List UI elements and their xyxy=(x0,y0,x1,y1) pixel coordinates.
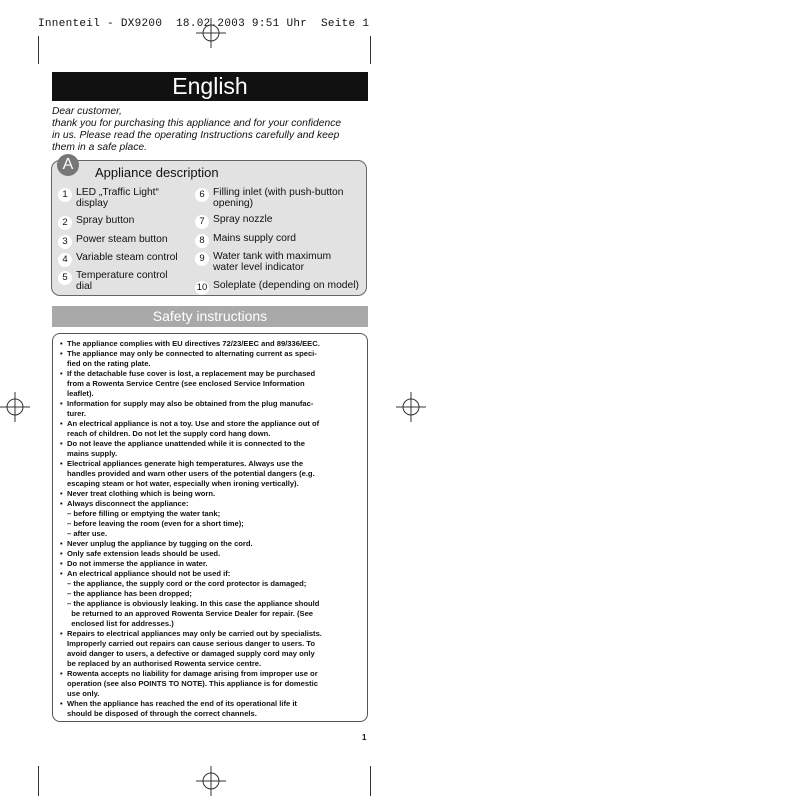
safety-line: be returned to an approved Rowenta Service Dealer for repair. (See xyxy=(67,609,314,618)
page-number: 1 xyxy=(362,733,367,742)
safety-item xyxy=(60,539,362,549)
safety-line: use only. xyxy=(67,689,100,698)
registration-mark-icon xyxy=(0,392,30,422)
safety-item xyxy=(60,439,362,459)
safety-line: • The appliance complies with EU directives 72/23/EEC and 89/336/EEC. xyxy=(67,339,320,348)
part-label: Soleplate (depending on model) xyxy=(213,280,359,291)
safety-line: operation (see also POINTS TO NOTE). This appliance is for domestic xyxy=(67,679,318,688)
safety-item xyxy=(60,549,362,559)
safety-line: reach of children. Do not let the supply cord hang down. xyxy=(67,429,271,438)
part-number: 10 xyxy=(196,282,208,293)
safety-item xyxy=(60,569,362,579)
safety-line: should be disposed of through the correct channels. xyxy=(67,709,257,718)
print-header: Innenteil - DX9200 18.02.2003 9:51 Uhr Seite 1 xyxy=(38,18,370,30)
part-label: Power steam button xyxy=(76,234,168,245)
safety-line: • If the detachable fuse cover is lost, a replacement may be purchased xyxy=(67,369,316,378)
part-number: 5 xyxy=(58,271,72,285)
safety-line: • Repairs to electrical appliances may only be carried out by specialists. xyxy=(67,629,322,638)
safety-subitem xyxy=(60,509,362,519)
safety-item xyxy=(60,499,362,509)
safety-line: turer. xyxy=(67,409,86,418)
safety-item xyxy=(60,699,362,719)
safety-line: from a Rowenta Service Centre (see enclosed Service Information xyxy=(67,379,305,388)
safety-subitem xyxy=(60,599,362,629)
part-number: 6 xyxy=(195,188,209,202)
safety-subitem xyxy=(60,529,362,539)
part-label: Water tank with maximum water level indicator xyxy=(213,251,332,273)
part-label: Mains supply cord xyxy=(213,233,296,244)
intro-line: thank you for purchasing this appliance and for your confidence xyxy=(52,118,342,129)
intro-line: Dear customer, xyxy=(52,106,122,117)
safety-line: be replaced by an authorised Rowenta service centre. xyxy=(67,659,262,668)
safety-item xyxy=(60,669,362,699)
safety-line: – before filling or emptying the water tank; xyxy=(67,509,221,518)
part-number: 9 xyxy=(195,252,209,266)
safety-line: enclosed list for addresses.) xyxy=(67,619,174,628)
registration-mark-icon xyxy=(396,392,426,422)
part-number: 2 xyxy=(58,216,72,230)
registration-mark-icon xyxy=(196,766,226,796)
part-number: 3 xyxy=(58,235,72,249)
safety-line: – before leaving the room (even for a short time); xyxy=(67,519,244,528)
safety-line: • Rowenta accepts no liability for damage arising from improper use or xyxy=(67,669,318,678)
safety-line: mains supply. xyxy=(67,449,118,458)
safety-item xyxy=(60,559,362,569)
page-title: English xyxy=(52,72,368,101)
safety-line: escaping steam or hot water, especially when ironing vertically). xyxy=(67,479,299,488)
safety-line: • Information for supply may also be obtained from the plug manufac- xyxy=(67,399,314,408)
part-label: Spray button xyxy=(76,215,135,226)
safety-list xyxy=(60,339,362,719)
safety-line: – the appliance has been dropped; xyxy=(67,589,192,598)
safety-subitem xyxy=(60,579,362,589)
section-heading: Appliance description xyxy=(95,165,219,180)
safety-line: leaflet). xyxy=(67,389,94,398)
part-label: Variable steam control xyxy=(76,252,178,263)
safety-heading: Safety instructions xyxy=(52,306,368,327)
safety-subitem xyxy=(60,519,362,529)
safety-line: • Never unplug the appliance by tugging on the cord. xyxy=(67,539,253,548)
safety-line: • Only safe extension leads should be used. xyxy=(67,549,221,558)
part-number: 7 xyxy=(195,215,209,229)
crop-mark xyxy=(370,766,371,796)
safety-line: – the appliance is obviously leaking. In this case the appliance should xyxy=(67,599,320,608)
safety-item xyxy=(60,489,362,499)
safety-item xyxy=(60,629,362,669)
part-label: Spray nozzle xyxy=(213,214,273,225)
safety-item xyxy=(60,339,362,349)
safety-line: • Do not leave the appliance unattended while it is connected to the xyxy=(67,439,305,448)
safety-item xyxy=(60,349,362,369)
registration-mark-icon xyxy=(196,18,226,48)
safety-line: – after use. xyxy=(67,529,108,538)
intro-line: in us. Please read the operating Instructions carefully and keep xyxy=(52,130,340,141)
part-label: LED „Traffic Light“ display xyxy=(76,187,159,209)
part-number: 8 xyxy=(195,234,209,248)
safety-line: handles provided and warn other users of the potential dangers (e.g. xyxy=(67,469,315,478)
part-label: Filling inlet (with push-button opening) xyxy=(213,187,344,209)
safety-line: – the appliance, the supply cord or the cord protector is damaged; xyxy=(67,579,307,588)
safety-item xyxy=(60,399,362,419)
safety-line: • Do not immerse the appliance in water. xyxy=(67,559,208,568)
intro-line: them in a safe place. xyxy=(52,142,148,153)
safety-item xyxy=(60,459,362,489)
safety-line: Improperly carried out repairs can cause serious danger to users. To xyxy=(67,639,316,648)
part-number: 1 xyxy=(58,188,72,202)
safety-line: • When the appliance has reached the end of its operational life it xyxy=(67,699,297,708)
safety-subitem xyxy=(60,589,362,599)
part-label: Temperature control dial xyxy=(76,270,168,292)
crop-mark xyxy=(38,36,39,64)
section-badge: A xyxy=(57,154,79,176)
safety-item xyxy=(60,419,362,439)
safety-line: fied on the rating plate. xyxy=(67,359,151,368)
intro-text xyxy=(52,106,372,154)
crop-mark xyxy=(370,36,371,64)
safety-line: avoid danger to users, a defective or damaged supply cord may only xyxy=(67,649,315,658)
safety-line: • Never treat clothing which is being worn. xyxy=(67,489,216,498)
safety-item xyxy=(60,369,362,399)
crop-mark xyxy=(38,766,39,796)
part-number: 4 xyxy=(58,253,72,267)
safety-line: • An electrical appliance should not be used if: xyxy=(67,569,231,578)
safety-line: • Electrical appliances generate high temperatures. Always use the xyxy=(67,459,304,468)
safety-line: • Always disconnect the appliance: xyxy=(67,499,189,508)
safety-line: • An electrical appliance is not a toy. Use and store the appliance out of xyxy=(67,419,320,428)
safety-line: • The appliance may only be connected to alternating current as speci- xyxy=(67,349,317,358)
